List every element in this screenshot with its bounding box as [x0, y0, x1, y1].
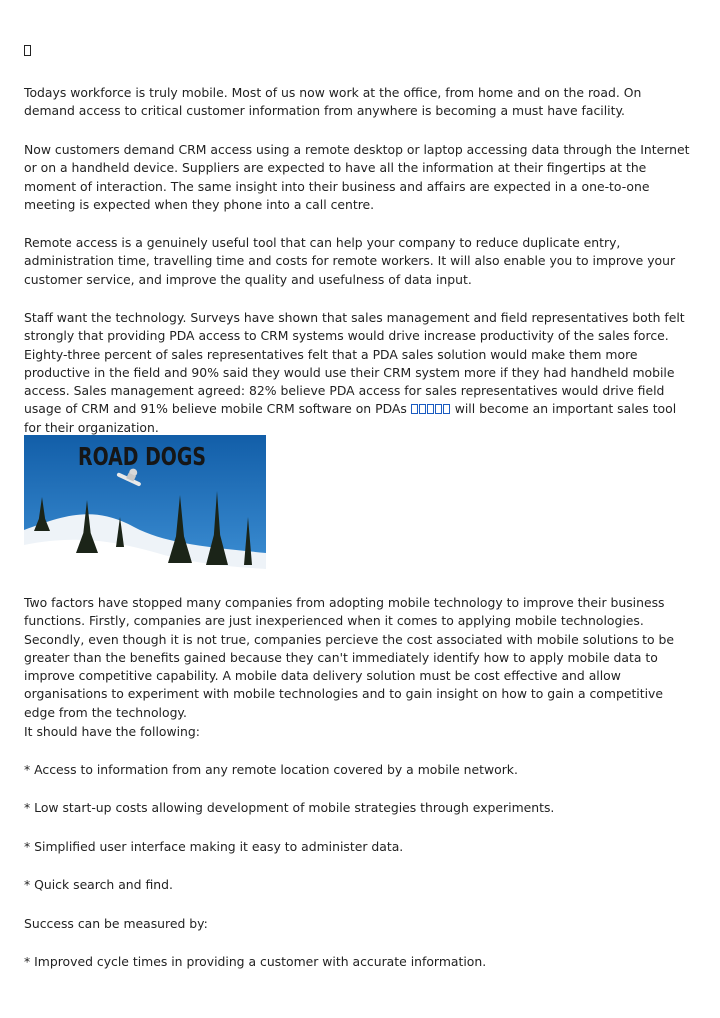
list-item: * Low start-up costs allowing development of mobile strategies through experiments.	[24, 800, 555, 815]
paragraph-customers-demand: Now customers demand CRM access using a remote desktop or laptop accessing data through the Internet or on a handheld device. Suppliers are expected to have all the information at their fingertips at the moment of interaction. The same insight into their business and affairs are expected in a one-to-one meeting is expected when they phone into a call centre.	[24, 142, 690, 212]
image-title-text: ROAD DOGS	[78, 442, 206, 471]
inline-link[interactable]	[411, 401, 451, 416]
list-item: * Simplified user interface making it easy to administer data.	[24, 839, 404, 854]
list-item: * Improved cycle times in providing a customer with accurate information.	[24, 954, 487, 969]
paragraph-remote-access: Remote access is a genuinely useful tool that can help your company to reduce duplicate entry, administration time, travelling time and costs for remote workers. It will also enable you to improve your customer service, and improve the quality and usefulness of data input.	[24, 235, 676, 287]
staff-text-after-link: will become an important sales tool for their organization.	[24, 401, 677, 435]
paragraph-should-have: It should have the following:	[24, 724, 200, 739]
paragraph-two-factors: Two factors have stopped many companies from adopting mobile technology to improve their business functions. Firstly, companies are just inexperienced when it comes to applying mobile technologies. Secondly, even though it is not true, companies percieve the cost associated with mobile solutions to be greater than the benefits gained because they can't immediately identify how to apply mobile data to improve competitive capability. A mobile data delivery solution must be cost effective and allow organisations to experiment with mobile technologies and to gain insight on how to gain a competitive edge from the technology.	[24, 595, 675, 720]
paragraph-staff	[24, 309, 696, 437]
paragraph-success: Success can be measured by:	[24, 916, 208, 931]
staff-text-before-link: Staff want the technology. Surveys have shown that sales management and field representatives both felt strongly that providing PDA access to CRM systems would drive increase productivity of the sales force. Eighty-three percent of sales representatives felt that a PDA sales solution would make them more productive in the field and 90% said they would use their CRM system more if they had handheld mobile access. Sales management agreed: 82% believe PDA access for sales representatives would drive field usage of CRM and 91% believe mobile CRM software on PDAs	[24, 310, 685, 417]
road-dogs-image	[24, 435, 266, 572]
list-item: * Access to information from any remote location covered by a mobile network.	[24, 762, 518, 777]
paragraph-workforce: Todays workforce is truly mobile. Most of us now work at the office, from home and on the road. On demand access to critical customer information from anywhere is becoming a must have facility.	[24, 85, 642, 119]
missing-glyph-icon	[24, 45, 31, 56]
list-item: * Quick search and find.	[24, 877, 173, 892]
